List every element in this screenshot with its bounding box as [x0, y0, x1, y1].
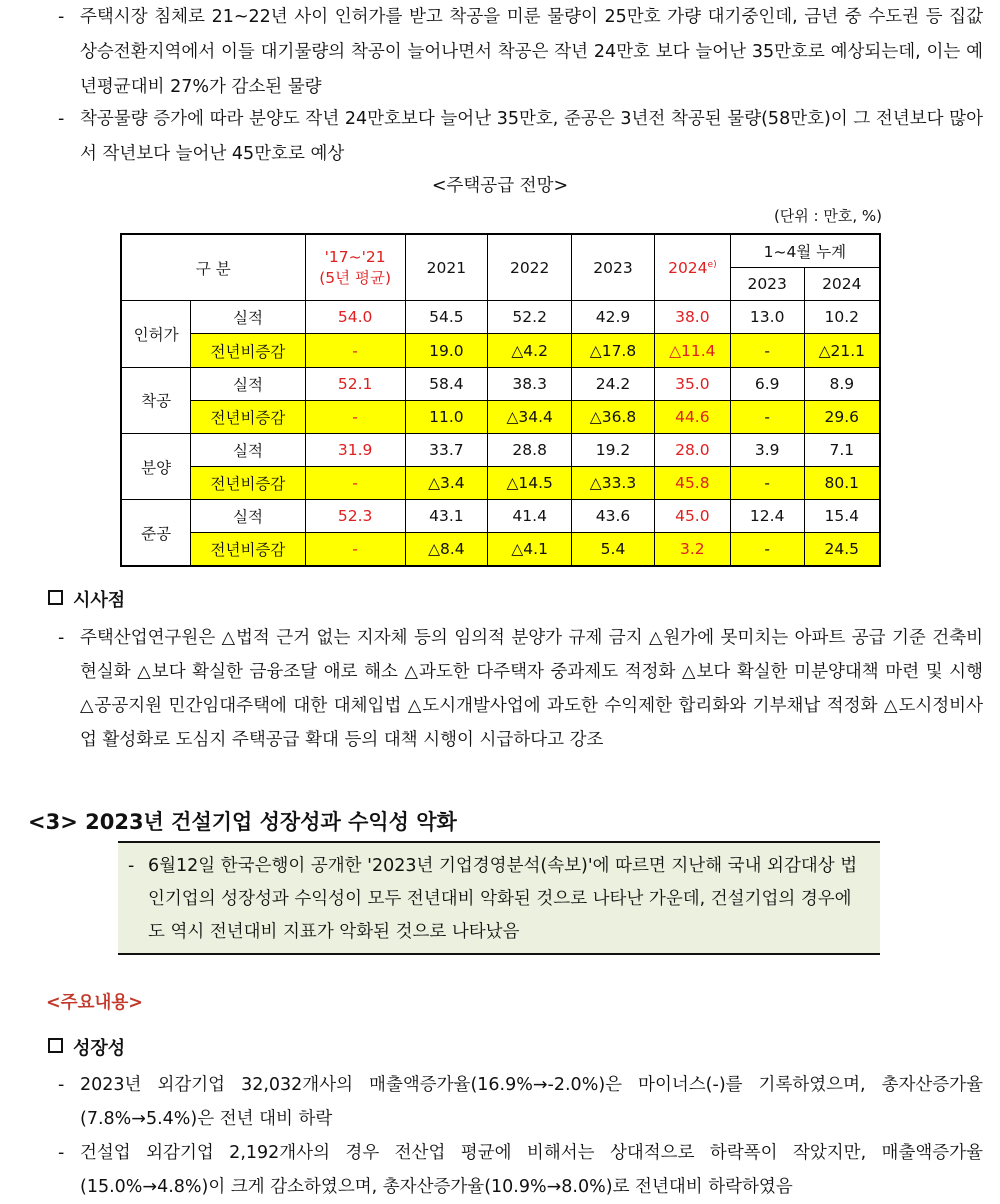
implications-heading: 시사점	[48, 586, 125, 612]
cell-y2024: 3.2	[654, 533, 730, 566]
cell-y2022: 41.4	[488, 500, 572, 533]
table-row	[121, 533, 880, 566]
cell-avg: -	[305, 400, 405, 433]
cell-y2024: 44.6	[654, 400, 730, 433]
growth-heading: 성장성	[48, 1034, 125, 1060]
cell-y2022: △14.5	[488, 467, 572, 500]
cell-c2024: 8.9	[804, 367, 880, 400]
cell-y2023: △33.3	[572, 467, 655, 500]
cell-y2023: 5.4	[572, 533, 655, 566]
checkbox-square-icon	[48, 1038, 63, 1053]
intro-bullet-2-text: 착공물량 증가에 따라 분양도 작년 24만호보다 늘어난 35만호, 준공은 3년전 착공된 물량(58만호)이 그 전년보다 많아서 작년보다 늘어난 45만호로 예상	[80, 109, 983, 164]
cell-y2022: 28.8	[488, 433, 572, 466]
row-group-label: 분양	[121, 433, 191, 499]
header-2021: 2021	[405, 234, 488, 301]
row-label: 전년비증감	[191, 334, 305, 367]
header-category: 구 분	[121, 234, 305, 301]
housing-supply-table	[120, 233, 881, 567]
cell-c2024: 7.1	[804, 433, 880, 466]
header-2022: 2022	[488, 234, 572, 301]
header-2023: 2023	[572, 234, 655, 301]
cell-y2021: 19.0	[405, 334, 488, 367]
cell-y2023: 42.9	[572, 301, 655, 334]
table-row	[121, 433, 880, 466]
row-group-label: 인허가	[121, 301, 191, 367]
cell-y2024: 38.0	[654, 301, 730, 334]
cell-y2021: △8.4	[405, 533, 488, 566]
growth-bullet-2: - 건설업 외감기업 2,192개사의 경우 전산업 평균에 비해서는 상대적으로 하락폭이 작았지만, 매출액증가율(15.0%→4.8%)이 크게 감소하였으며, 총자산증가율(10.9%→8.0%)로 전년대비 하락하였음	[58, 1136, 983, 1204]
row-group-label: 준공	[121, 500, 191, 566]
cell-c2023: 12.4	[730, 500, 804, 533]
row-label: 실적	[191, 433, 305, 466]
cell-y2021: 33.7	[405, 433, 488, 466]
cell-c2023: 13.0	[730, 301, 804, 334]
cell-avg: -	[305, 533, 405, 566]
cell-y2024: 28.0	[654, 433, 730, 466]
implications-text: 주택산업연구원은 △법적 근거 없는 지자체 등의 임의적 분양가 규제 금지 △원가에 못미치는 아파트 공급 기준 건축비 현실화 △보다 확실한 금융조달 애로 해소 △과도한 다주택자 중과제도 적정화 △보다 확실한 미분양대책 마련 및 시행 △공공지원 민간임대주택에 대한 대체입법 △도시개발사업에 과도한 수익제한 합리화와 기부채납 적정화 △도시정비사업 활성화로 도심지 주택공급 확대 등의 대책 시행이 시급하다고 강조	[80, 628, 983, 750]
cell-y2021: 58.4	[405, 367, 488, 400]
main-content-label: <주요내용>	[46, 993, 143, 1013]
cell-y2024: 45.0	[654, 500, 730, 533]
cell-y2024: 45.8	[654, 467, 730, 500]
summary-box: - 6월12일 한국은행이 공개한 '2023년 기업경영분석(속보)'에 따르면 지난해 국내 외감대상 법인기업의 성장성과 수익성이 모두 전년대비 악화된 것으로 나타난 가운데, 건설기업의 경우에도 역시 전년대비 지표가 악화된 것으로 나타났음	[118, 841, 880, 955]
cell-avg: -	[305, 467, 405, 500]
cell-c2023: 6.9	[730, 367, 804, 400]
table-row	[121, 334, 880, 367]
cell-avg: -	[305, 334, 405, 367]
cell-c2023: -	[730, 334, 804, 367]
table-row	[121, 400, 880, 433]
table-row	[121, 367, 880, 400]
cell-y2022: △4.1	[488, 533, 572, 566]
cell-c2024: 15.4	[804, 500, 880, 533]
table-row	[121, 301, 880, 334]
row-label: 실적	[191, 500, 305, 533]
cell-y2021: △3.4	[405, 467, 488, 500]
cell-c2024: △21.1	[804, 334, 880, 367]
cell-y2024: 35.0	[654, 367, 730, 400]
cell-y2023: 43.6	[572, 500, 655, 533]
summary-text: 6월12일 한국은행이 공개한 '2023년 기업경영분석(속보)'에 따르면 지난해 국내 외감대상 법인기업의 성장성과 수익성이 모두 전년대비 악화된 것으로 나타난 가운데, 건설기업의 경우에도 역시 전년대비 지표가 악화된 것으로 나타났음	[148, 856, 858, 942]
cell-y2022: △34.4	[488, 400, 572, 433]
table-row	[121, 467, 880, 500]
cell-y2022: 38.3	[488, 367, 572, 400]
header-5yr-average: '17~'21 (5년 평균)	[305, 234, 405, 301]
header-cum-2023: 2023	[730, 268, 804, 301]
row-label: 실적	[191, 301, 305, 334]
intro-bullet-1: - 주택시장 침체로 21~22년 사이 인허가를 받고 착공을 미룬 물량이 25만호 가량 대기중인데, 금년 중 수도권 등 집값 상승전환지역에서 이들 대기물량의 착공이 늘어나면서 착공은 작년 24만호 보다 늘어난 35만호로 예상되는데, 이는 예년평균대비 27%가 감소된 물량	[58, 0, 983, 105]
cell-c2023: -	[730, 533, 804, 566]
checkbox-square-icon	[48, 590, 63, 605]
header-cum-2024: 2024	[804, 268, 880, 301]
intro-bullet-1-text: 주택시장 침체로 21~22년 사이 인허가를 받고 착공을 미룬 물량이 25만호 가량 대기중인데, 금년 중 수도권 등 집값 상승전환지역에서 이들 대기물량의 착공이 늘어나면서 착공은 작년 24만호 보다 늘어난 35만호로 예상되는데, 이는 예년평균대비 27%가 감소된 물량	[80, 7, 983, 97]
row-label: 전년비증감	[191, 533, 305, 566]
cell-avg: 52.3	[305, 500, 405, 533]
implications-bullet: - 주택산업연구원은 △법적 근거 없는 지자체 등의 임의적 분양가 규제 금지 △원가에 못미치는 아파트 공급 기준 건축비 현실화 △보다 확실한 금융조달 애로 해소 △과도한 다주택자 중과제도 적정화 △보다 확실한 미분양대책 마련 및 시행 △공공지원 민간임대주택에 대한 대체입법 △도시개발사업에 과도한 수익제한 합리화와 기부채납 적정화 △도시정비사업 활성화로 도심지 주택공급 확대 등의 대책 시행이 시급하다고 강조	[58, 621, 983, 757]
cell-c2024: 29.6	[804, 400, 880, 433]
table-body	[121, 301, 880, 566]
row-label: 실적	[191, 367, 305, 400]
table-unit: (단위 : 만호, %)	[773, 207, 882, 225]
cell-y2024: △11.4	[654, 334, 730, 367]
cell-y2023: 19.2	[572, 433, 655, 466]
row-label: 전년비증감	[191, 467, 305, 500]
cell-y2022: 52.2	[488, 301, 572, 334]
cell-avg: 54.0	[305, 301, 405, 334]
growth-bullet-2-text: 건설업 외감기업 2,192개사의 경우 전산업 평균에 비해서는 상대적으로 하락폭이 작았지만, 매출액증가율(15.0%→4.8%)이 크게 감소하였으며, 총자산증가율(10.9%→8.0%)로 전년대비 하락하였음	[80, 1143, 983, 1197]
cell-avg: 31.9	[305, 433, 405, 466]
table-row	[121, 500, 880, 533]
cell-y2021: 43.1	[405, 500, 488, 533]
section-3-heading: <3> 2023년 건설기업 성장성과 수익성 악화	[28, 810, 457, 834]
cell-c2024: 10.2	[804, 301, 880, 334]
cell-y2023: △17.8	[572, 334, 655, 367]
cell-y2022: △4.2	[488, 334, 572, 367]
cell-y2023: 24.2	[572, 367, 655, 400]
row-group-label: 착공	[121, 367, 191, 433]
row-label: 전년비증감	[191, 400, 305, 433]
cell-c2024: 80.1	[804, 467, 880, 500]
header-2024: 2024$^{e)}$	[654, 234, 730, 301]
cell-c2023: -	[730, 400, 804, 433]
growth-bullet-1-text: 2023년 외감기업 32,032개사의 매출액증가율(16.9%→-2.0%)은 마이너스(-)를 기록하였으며, 총자산증가율(7.8%→5.4%)은 전년 대비 하락	[80, 1075, 983, 1129]
cell-y2023: △36.8	[572, 400, 655, 433]
table-caption: <주택공급 전망>	[431, 176, 569, 196]
cell-c2024: 24.5	[804, 533, 880, 566]
header-cumulative: 1~4월 누계	[730, 234, 880, 268]
intro-bullet-2: - 착공물량 증가에 따라 분양도 작년 24만호보다 늘어난 35만호, 준공은 3년전 착공된 물량(58만호)이 그 전년보다 많아서 작년보다 늘어난 45만호로 예상	[58, 102, 983, 172]
cell-y2021: 11.0	[405, 400, 488, 433]
cell-c2023: 3.9	[730, 433, 804, 466]
cell-c2023: -	[730, 467, 804, 500]
cell-y2021: 54.5	[405, 301, 488, 334]
cell-avg: 52.1	[305, 367, 405, 400]
growth-bullet-1: - 2023년 외감기업 32,032개사의 매출액증가율(16.9%→-2.0%)은 마이너스(-)를 기록하였으며, 총자산증가율(7.8%→5.4%)은 전년 대비 하락	[58, 1068, 983, 1136]
